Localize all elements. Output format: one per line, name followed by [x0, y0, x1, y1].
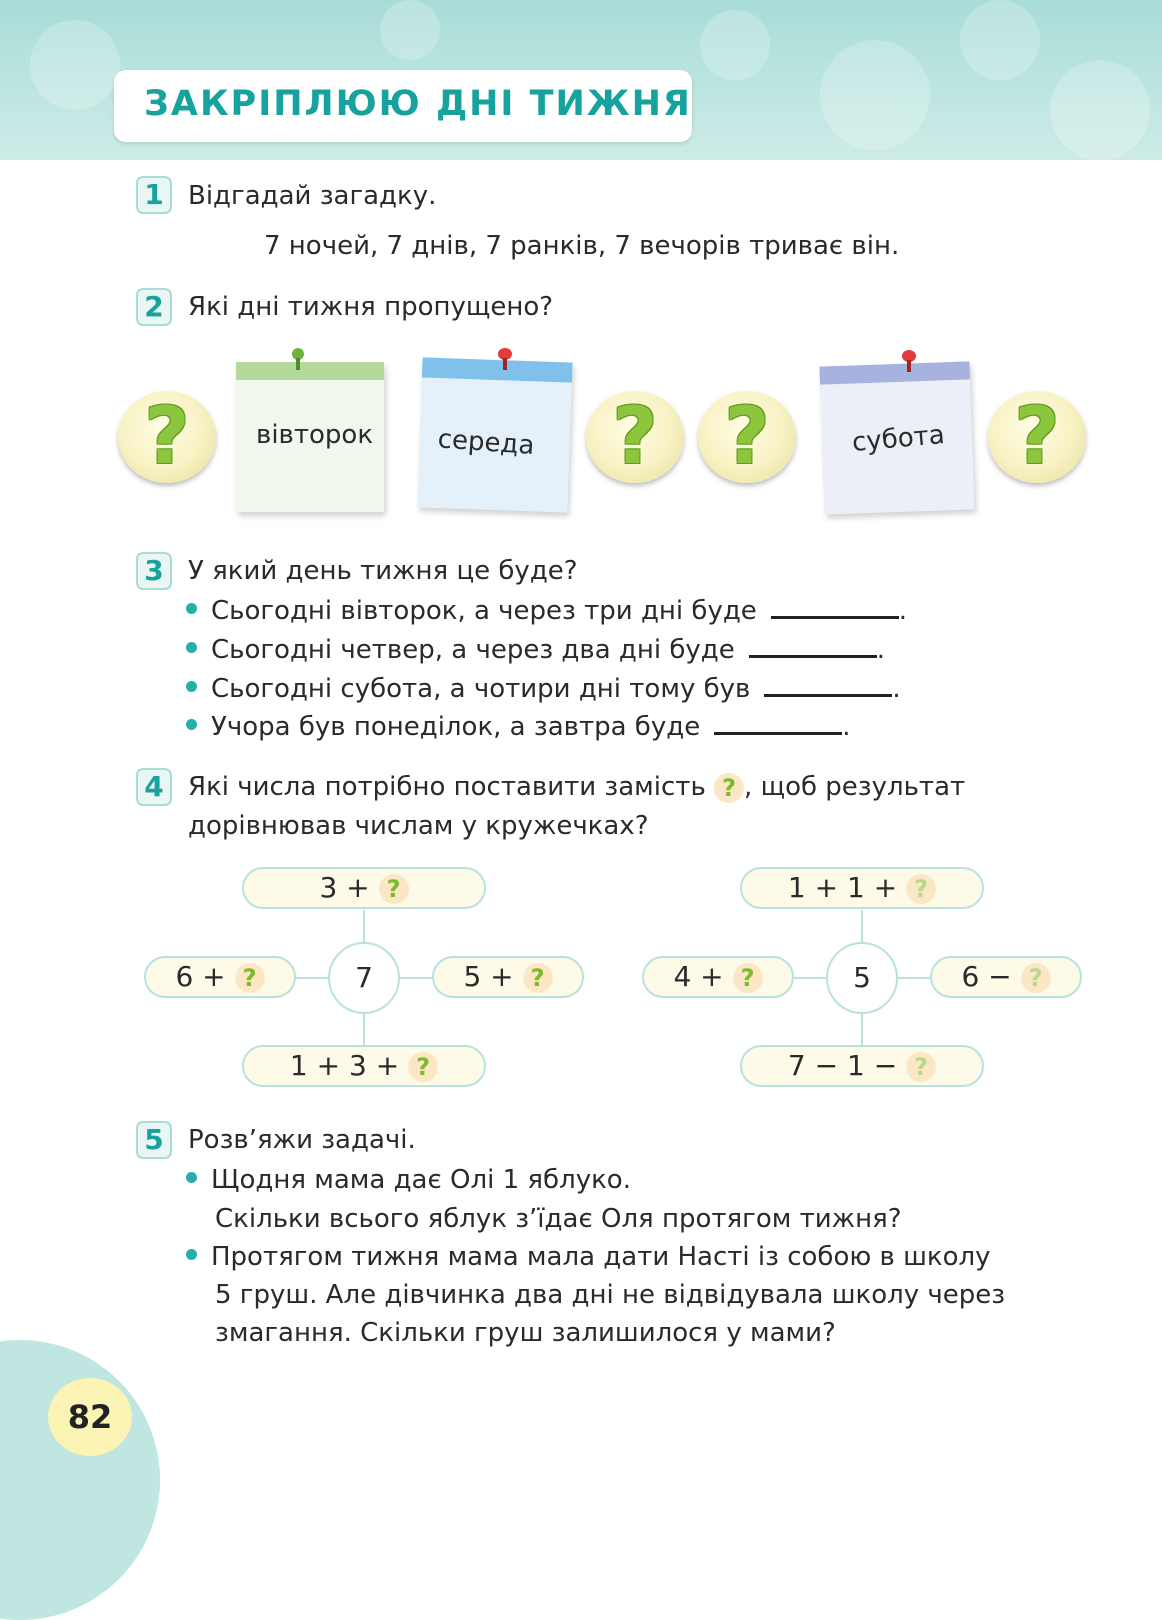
title-box: [114, 70, 692, 142]
task-4-text-line2: дорівнював числам у кружечках?: [188, 811, 649, 841]
question-mark-icon: ?: [379, 874, 409, 904]
question-mark-icon: ?: [144, 392, 190, 482]
question-mark-icon: ?: [408, 1052, 438, 1082]
question-mark-icon: ?: [906, 874, 936, 904]
question-mark-icon: ?: [906, 1052, 936, 1082]
bullet-icon: [186, 681, 197, 692]
note-wednesday-label: середа: [436, 424, 536, 462]
missing-day-2: [586, 391, 684, 483]
page-number: 82: [67, 1398, 113, 1436]
bullet-icon: [186, 1249, 197, 1260]
question-mark-icon: ?: [235, 963, 265, 993]
result-circle: 7: [328, 942, 400, 1014]
task-1-riddle: 7 ночей, 7 днів, 7 ранків, 7 вечорів триває він.: [264, 231, 900, 261]
task-5-problem: Щодня мама дає Олі 1 яблуко.: [186, 1165, 631, 1195]
question-mark-icon: ?: [523, 963, 553, 993]
question-mark-icon: ?: [1021, 963, 1051, 993]
answer-blank[interactable]: [714, 710, 842, 735]
task-5-problem-line: 5 груш. Але дівчинка два дні не відвідувала школу через: [215, 1280, 1006, 1310]
expression-pill: 5 + ?: [432, 956, 584, 998]
missing-day-1: [118, 391, 216, 483]
task-1-text: Відгадай загадку.: [188, 181, 437, 211]
task-number-3: 3: [136, 552, 172, 590]
answer-blank[interactable]: [771, 594, 899, 619]
task-5-problem-line: змагання. Скільки груш залишилося у мами?: [215, 1318, 836, 1348]
pin-icon: [896, 348, 922, 376]
question-mark-icon: ?: [714, 773, 744, 803]
question-mark-icon: ?: [733, 963, 763, 993]
expression-pill: 3 + ?: [242, 867, 486, 909]
bullet-icon: [186, 719, 197, 730]
expression-pill: 4 + ?: [642, 956, 794, 998]
answer-blank[interactable]: [764, 672, 892, 697]
task-3-item: Сьогодні четвер, а через два дні буде .: [186, 633, 885, 665]
task-5-text: Розв’яжи задачі.: [188, 1125, 416, 1155]
task-3-text: У який день тижня це буде?: [188, 556, 578, 586]
expression-pill: 7 − 1 − ?: [740, 1045, 984, 1087]
pin-icon: [286, 346, 310, 374]
task-2-text: Які дні тижня пропущено?: [188, 292, 554, 322]
note-saturday: [819, 361, 974, 514]
missing-day-3: [698, 391, 796, 483]
expression-pill: 6 − ?: [930, 956, 1082, 998]
bullet-icon: [186, 1172, 197, 1183]
expression-pill: 6 + ?: [144, 956, 296, 998]
pin-icon: [492, 346, 518, 374]
task-3-item: Учора був понеділок, а завтра буде .: [186, 710, 850, 742]
question-mark-icon: ?: [1014, 392, 1060, 482]
note-wednesday: [417, 357, 572, 512]
answer-blank[interactable]: [749, 633, 877, 658]
question-mark-icon: ?: [724, 392, 770, 482]
task-4-text: Які числа потрібно поставити замість ? , щоб результат: [188, 772, 966, 802]
note-saturday-label: субота: [850, 419, 946, 458]
result-circle: 5: [826, 942, 898, 1014]
task-number-4: 4: [136, 768, 172, 806]
task-number-1: 1: [136, 176, 172, 214]
missing-day-4: [988, 391, 1086, 483]
task-5-problem-line: Скільки всього яблук з’їдає Оля протягом тижня?: [215, 1204, 902, 1234]
expression-pill: 1 + 1 + ?: [740, 867, 984, 909]
note-tuesday: [236, 362, 384, 512]
expression-pill: 1 + 3 + ?: [242, 1045, 486, 1087]
task-number-2: 2: [136, 288, 172, 326]
note-tuesday-label: вівторок: [256, 420, 374, 450]
question-mark-icon: ?: [612, 392, 658, 482]
bullet-icon: [186, 642, 197, 653]
task-number-5: 5: [136, 1121, 172, 1159]
bullet-icon: [186, 603, 197, 614]
page-title: ЗАКРІПЛЮЮ ДНІ ТИЖНЯ: [144, 84, 692, 124]
task-5-problem: Протягом тижня мама мала дати Насті із собою в школу: [186, 1242, 991, 1272]
task-3-item: Сьогодні субота, а чотири дні тому був .: [186, 672, 901, 704]
task-3-item: Сьогодні вівторок, а через три дні буде .: [186, 594, 907, 626]
